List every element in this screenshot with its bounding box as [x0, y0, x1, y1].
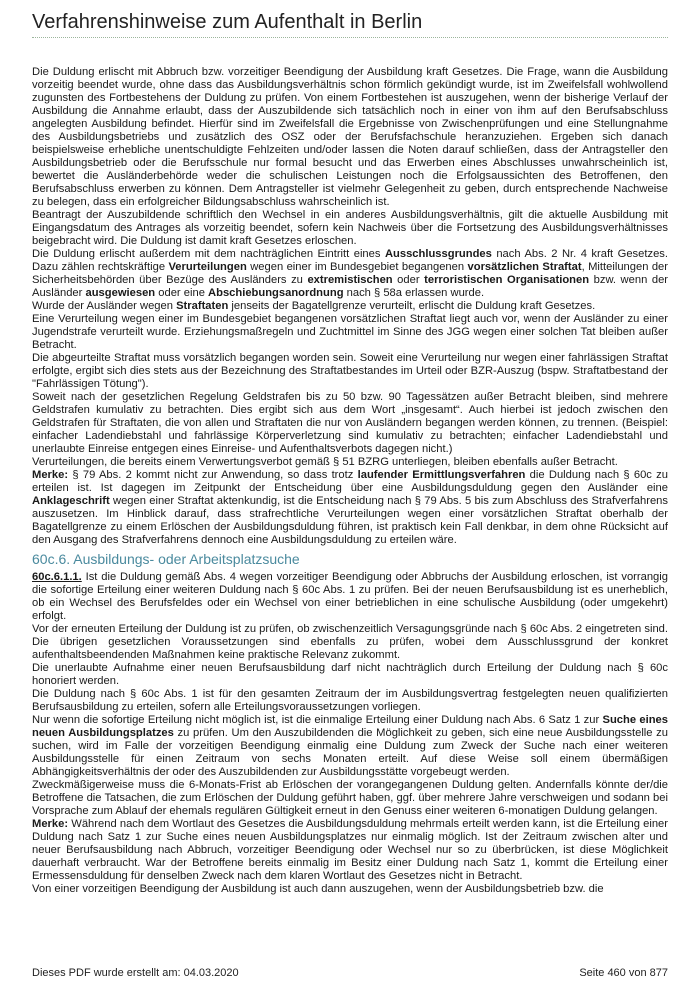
- section-heading: 60c.6. Ausbildungs- oder Arbeitsplatzsuche: [32, 551, 300, 567]
- paragraph: Zweckmäßigerweise muss die 6-Monats-Frist ab Erlöschen der vorangegangenen Duldung gelten. Andernfalls könnte der/die Betroffene die Tatsachen, die zum Erlöschen der Duldung geführt haben, ggf. über mehrere Jahre verschweigen und sodann bei Vorsprache zum Ablauf der ehemals regulären Gültigkeit erneut in den Genuss einer weiteren 6-monatigen Duldung gelangen.: [32, 779, 668, 817]
- merke-note: Merke: § 79 Abs. 2 kommt nicht zur Anwendung, so dass trotz laufender Ermittlungsverfahren die Duldung nach § 60c zu erteilen ist. Ist dagegen im Zeitpunkt der Entscheidung über eine Ausbildungsduldung gegen den Ausländer eine Anklageschrift wegen einer Straftat aktenkundig, ist die Entscheidung nach § 79 Abs. 5 bis zum Abschluss des Strafverfahrens auszusetzen. Im Hinblick darauf, dass strafrechtliche Verurteilungen wegen einer vorsätzlichen Straftat oberhalb der Bagatellgrenze zu einem Erlöschen der Ausbildungsduldung führen, ist praktisch kein Fall denkbar, in dem ohne Rücksicht auf den Ausgang des Strafverfahrens dennoch eine Ausbildungsduldung zu erteilen wäre.: [32, 469, 669, 546]
- paragraph: Die abgeurteilte Straftat muss vorsätzlich begangen worden sein. Soweit eine Verurteilung nur wegen einer fahrlässigen Straftat erfolgte, ergibt sich dies stets aus der Bezeichnung des Straftatbestandes im Urteil oder BZR-Auszug (bspw. Straftatbestand der "Fahrlässigen Tötung").: [32, 352, 668, 390]
- paragraph: Verurteilungen, die bereits einem Verwertungsverbot gemäß § 51 BZRG unterliegen, bleiben ebenfalls außer Betracht.: [32, 456, 618, 468]
- paragraph: Eine Verurteilung wegen einer im Bundesgebiet begangenen vorsätzlichen Straftat liegt auch vor, wenn der Ausländer zu einer Jugendstrafe verurteilt wurde. Erziehungsmaßregeln und Zuchtmittel im Sinne des JGG wegen einer solchen Tat bleiben außer Betracht.: [32, 313, 668, 351]
- merke-note: Merke: Während nach dem Wortlaut des Gesetzes die Ausbildungsduldung mehrmals erteilt werden kann, ist die Erteilung einer Duldung nach Satz 1 zur Suche eines neuen Ausbildungsplatzes nur einmalig möglich. Ist der Zeitraum zwischen alter und neuer Berufsausbildung nach Abbruch, vorzeitiger Beendigung oder Wechsel nur so zu überbrücken, ist diese Möglichkeit dauerhaft verbraucht. War der Betroffene bereits einmalig im Besitz einer Duldung nach Satz 1, kommt die Erteilung einer Ermessensduldung für denselben Zweck nach dem klaren Wortlaut des Gesetzes nicht in Betracht.: [32, 818, 668, 882]
- paragraph: Die Duldung nach § 60c Abs. 1 ist für den gesamten Zeitraum der im Ausbildungsvertrag festgelegten neuen qualifizierten Berufsausbildung zu erteilen, sofern alle Erteilungsvoraussetzungen vorliegen.: [32, 688, 668, 713]
- page-title: Verfahrenshinweise zum Aufenthalt in Berlin: [32, 11, 423, 33]
- paragraph: Von einer vorzeitigen Beendigung der Ausbildung ist auch dann auszugehen, wenn der Ausbildungsbetrieb bzw. die: [32, 883, 604, 895]
- paragraph: Die unerlaubte Aufnahme einer neuen Berufsausbildung darf nicht nachträglich durch Erteilung der Duldung nach § 60c honoriert werden.: [32, 662, 668, 687]
- paragraph: Beantragt der Auszubildende schriftlich den Wechsel in ein anderes Ausbildungsverhältnis, gilt die aktuelle Ausbildung mit Eingangsdatum des Antrages als vorzeitig beendet, sofern kein Nachweis über die Fortsetzung des Ausbildungsverhältnisses beigebracht wird. Die Duldung ist damit kraft Gesetzes erloschen.: [32, 209, 668, 247]
- footer-page-number: Seite 460 von 877: [579, 967, 668, 979]
- paragraph: Vor der erneuten Erteilung der Duldung ist zu prüfen, ob zwischenzeitlich Versagungsgründe nach § 60c Abs. 2 eingetreten sind. Die übrigen gesetzlichen Voraussetzungen sind ebenfalls zu prüfen, wobei dem Ausschlussgrund der konkret aufenthaltsbeendenden Maßnahmen keine praktische Relevanz zukommt.: [32, 623, 668, 661]
- document-body: [32, 66, 668, 896]
- section-reference: 60c.6.1.1.: [32, 571, 82, 583]
- paragraph: Die Duldung erlischt mit Abbruch bzw. vorzeitiger Beendigung der Ausbildung kraft Gesetzes. Die Frage, wann die Ausbildung vorzeitig beendet wurde, ohne dass das Ausbildungsverhältnis schon förmlich gekündigt wurde, ist im Zweifelsfall wohlwollend zugunsten des Fortbestehens der Duldung zu prüfen. Von einem Fortbestehen ist auszugehen, wenn der bisherige Verlauf der Ausbildung die Annahme erlaubt, dass der Auszubildende sich tatsächlich noch in einer von ihm auf den Berufsabschluss angelegten Ausbildung befindet. Hierfür sind im Zweifelsfall die Ergebnisse von Zwischenprüfungen und eine Stellungnahme des Ausbildungsbetriebs und zusätzlich des OSZ oder der Berufsfachschule heranzuziehen. Ergeben sich danach beispielsweise erhebliche unentschuldigte Fehlzeiten und/oder lassen die Noten darauf schließen, dass der Antragsteller den Ausbildungsbetrieb oder die Berufsschule nur formal besucht und das Erwerben eines Abschlusses unwahrscheinlich ist, bewertet die Ausländerbehörde weder die schulischen Leistungen noch die Erfolgsaussichten des Betroffenen, den Berufsabschluss erwerben zu können. Dem Antragsteller ist vielmehr Gelegenheit zu geben, durch entsprechende Nachweise zu belegen, dass ein erfolgreicher Bildungsabschluss wahrscheinlich ist.: [32, 66, 668, 208]
- header-divider: [32, 37, 668, 38]
- paragraph-ausschlussgrund: Die Duldung erlischt außerdem mit dem nachträglichen Eintritt eines Ausschlussgrundes nach Abs. 2 Nr. 4 kraft Gesetzes. Dazu zählen rechtskräftige Verurteilungen wegen einer im Bundesgebiet begangenen vorsätzlichen Straftat, Mitteilungen der Sicherheitsbehörden über Bezüge des Ausländers zu extremistischen oder terroristischen Organisationen bzw. wenn der Ausländer ausgewiesen oder eine Abschiebungsanordnung nach § 58a erlassen wurde.: [32, 248, 669, 299]
- paragraph: Soweit nach der gesetzlichen Regelung Geldstrafen bis zu 50 bzw. 90 Tagessätzen außer Betracht bleiben, sind mehrere Geldstrafen kumulativ zu betrachten. Dies ergibt sich aus dem Wort „insgesamt“. Auch hierbei ist jedoch zwischen den Geldstrafen für Straftaten, die von allen und Straftaten die nur von Ausländern begangen werden können, zu trennen. (Beispiel: einfacher Ladendiebstahl und fahrlässige Körperverletzung sind kumulativ zu betrachten; einfacher Ladendiebstahl und unerlaubte Einreise entgegen eines Einreise- und Aufenthaltsverbots dagegen nicht.): [32, 391, 668, 455]
- footer-created-date: Dieses PDF wurde erstellt am: 04.03.2020: [32, 967, 239, 979]
- paragraph-60c-6-1-1: 60c.6.1.1. Ist die Duldung gemäß Abs. 4 wegen vorzeitiger Beendigung oder Abbruchs der Ausbildung erloschen, ist vorrangig die sofortige Erteilung einer weiteren Duldung nach § 60c Abs. 1 zu prüfen. Bei der neuen Berufsausbildung ist es unerheblich, ob ein Wechsel des Berufsfeldes oder ein Wechsel von einer betrieblichen in eine schulische Ausbildung (oder umgekehrt) erfolgt.: [32, 571, 668, 622]
- paragraph-suche: Nur wenn die sofortige Erteilung nicht möglich ist, ist die einmalige Erteilung einer Duldung nach Abs. 6 Satz 1 zur Suche eines neuen Ausbildungsplatzes zu prüfen. Um den Auszubildenden die Möglichkeit zu geben, sich eine neue Ausbildungsstelle zu suchen, wird im Falle der vorzeitigen Beendigung einmalig eine Duldung zum Zweck der Suche nach einer weiteren Ausbildungsstelle für einen Zeitraum von sechs Monaten erteilt. Auf diese Weise soll einem übermäßigen Abhängigkeitsverhältnis der oder des Auszubildenden zur Ausbildungsstätte vorgebeugt werden.: [32, 714, 669, 778]
- paragraph-straftaten: Wurde der Ausländer wegen Straftaten jenseits der Bagatellgrenze verurteilt, erlischt die Duldung kraft Gesetzes.: [32, 300, 596, 312]
